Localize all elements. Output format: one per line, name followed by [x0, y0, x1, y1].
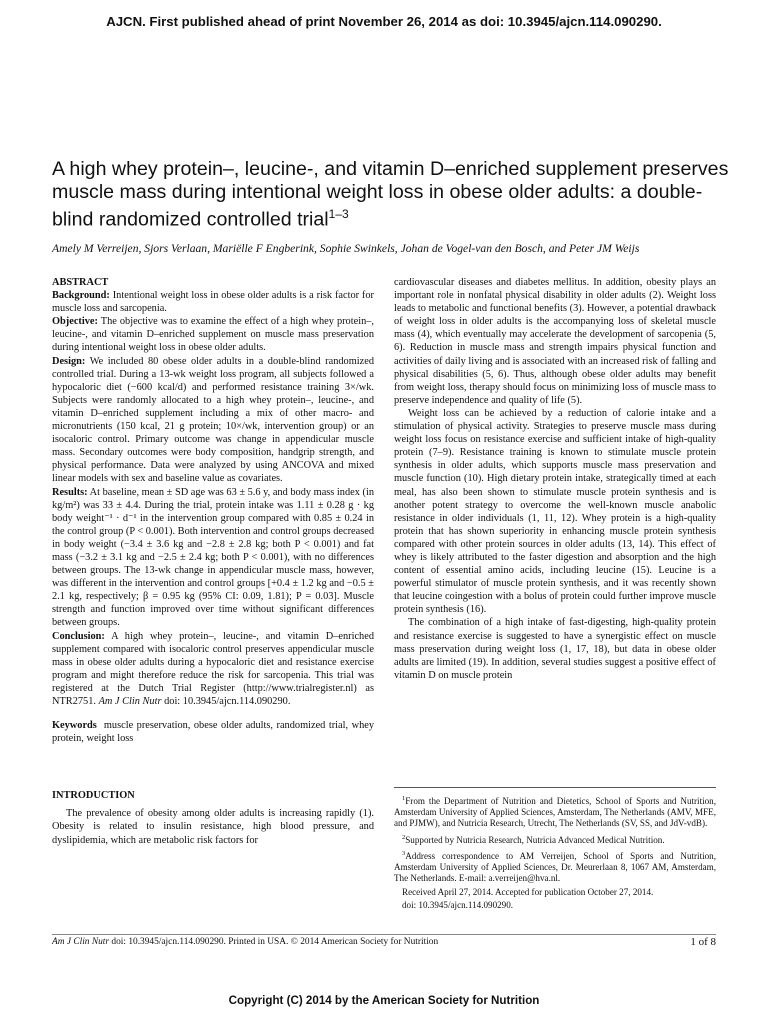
publication-banner: AJCN. First published ahead of print November 26, 2014 as doi: 10.3945/ajcn.114.090290. [106, 14, 662, 29]
received-dates: Received April 27, 2014. Accepted for publication October 27, 2014. [402, 886, 654, 897]
footnote-2-text: Supported by Nutricia Research, Nutricia Advanced Medical Nutrition. [405, 834, 665, 845]
citation-journal: Am J Clin Nutr [98, 696, 162, 707]
intro-paragraph-3: The combination of a high intake of fast-digesting, high-quality protein and resistance exercise is suggested to have a synergistic effect on muscle mass preservation during weight loss (1, 17, 18), but data in obese older adults are limited (19). In addition, several studies suggest a positive effect of vitamin D on muscle protein [394, 617, 716, 681]
keywords-text: muscle preservation, obese older adults, randomized trial, whey protein, weight loss [52, 720, 375, 745]
footer-divider [52, 934, 716, 935]
intro-paragraph-1-continued: cardiovascular diseases and diabetes mellitus. In addition, obesity plays an important role in nonfatal physical disability in older adults (2). Weight loss leads to metabolic and functional benefits (3). However, a potential drawback of weight loss in older adults is the accompanying loss of skeletal muscle mass (4), which eventually may accelerate the development of sarcopenia (5, 6). Reduction in muscle mass and strength impairs physical function and activities of daily living and is associated with an increased risk of falling and physical disabilities (5, 6). Thus, although obese older adults may benefit from weight loss, therapy should focus on minimizing loss of muscle mass to preserve independence and quality of life (5). [394, 277, 717, 406]
footnote-3-text: Address correspondence to AM Verreijen, School of Sports and Nutrition, Amsterdam University of Applied Sciences, Dr. Meurerlaan 8, 1067 AM, Amsterdam, The Netherlands. E-mail: a.verreijen@hva.nl. [394, 850, 716, 884]
title-footnote-marker: 1–3 [328, 207, 349, 221]
footnote-3: $^3$Address correspondence to AM Verreijen, School of Sports and Nutrition, Amsterdam University of Applied Sciences, Dr. Meurerlaan 8, 1067 AM, Amsterdam, The Netherlands. E-mail: a.verreijen@hva.nl. [394, 849, 716, 884]
background-text: Intentional weight loss in obese older adults is a risk factor for muscle loss and sarcopenia. [52, 290, 374, 315]
right-column [394, 276, 716, 682]
footnote-divider [394, 787, 716, 788]
footnote-doi: doi: 10.3945/ajcn.114.090290. [402, 899, 514, 910]
background-label: Background: [52, 290, 110, 302]
title-text: A high whey protein–, leucine-, and vitamin D–enriched supplement preserves muscle mass during intentional weight loss in obese older adults: a double-blind randomized controlled trial [52, 158, 729, 231]
abstract-conclusion [52, 630, 374, 709]
conclusion-text: A high whey protein–, leucine-, and vitamin D–enriched supplement compared with isocaloric control preserves appendicular muscle mass in obese older adults during a hypocaloric diet and resistance exercise program and might therefore reduce the risk for sarcopenia. This trial was registered at the Dutch Trial Register (http://www.trialregister.nl) as NTR2751. [52, 630, 374, 707]
footer-journal: Am J Clin Nutr [52, 937, 110, 947]
abstract-results [52, 486, 374, 630]
abstract-heading: ABSTRACT [52, 277, 109, 288]
intro-paragraph-2: Weight loss can be achieved by a reduction of calorie intake and a stimulation of physical activity. Strategies to preserve muscle mass during weight loss focus on resistance exercise and sufficient intake of high-quality protein (7–9). Resistance training is known to stimulate muscle protein synthesis in older adults, which supports muscle mass preservation and muscle function (10). High dietary protein intake, strategically timed at each meal, has also been shown to stimulate muscle protein synthesis and is another potent strategy to overcome the well-known muscle anabolic resistance in older individuals (1, 11, 12). Whey protein is a high-quality protein that has shown superiority in enhancing muscle protein synthesis compared with other protein sources in older adults (13, 14). This effect of whey is likely attributed to the faster digestion and absorption and the high content of essential amino acids, including leucine (15). Leucine is a powerful stimulator of muscle protein synthesis, and it was recently shown that leucine coingestion with a bolus of protein could further improve muscle protein synthesis (16). [394, 407, 716, 616]
results-label: Results: [52, 486, 88, 498]
page-footer [52, 937, 438, 947]
keywords-label: Keywords [52, 720, 97, 732]
footnotes [394, 793, 716, 913]
abstract-background [52, 289, 374, 315]
results-text: At baseline, mean ± SD age was 63 ± 5.6 y, and body mass index (in kg/m²) was 33 ± 4.4. During the trial, protein intake was 1.11 ± 0.28 g · kg body weight⁻¹ · d⁻¹ in the intervention group compared with 0.85 ± 0.24 in the control group (P < 0.001). Both intervention and control groups decreased in body weight (−3.4 ± 3.6 kg and −2.8 ± 2.8 kg; both P < 0.001) and fat mass (−3.2 ± 3.1 kg and −2.5 ± 2.4 kg; both P < 0.001), with no differences between groups. The 13-wk change in appendicular muscle mass, however, was different in the intervention and control groups [+0.4 ± 1.2 kg and −0.5 ± 2.1 kg, respectively; β = 0.95 kg (95% CI: 0.09, 1.81); P = 0.03]. Muscle strength and function improved over time without significant differences between groups. [52, 486, 374, 629]
design-label: Design: [52, 355, 86, 367]
objective-text: The objective was to examine the effect of a high whey protein–, leucine-, and vitamin D–enriched supplement on muscle mass preservation during intentional weight loss in obese older adults. [52, 316, 374, 354]
copyright-notice: Copyright (C) 2014 by the American Society for Nutrition [228, 994, 540, 1007]
author-list: Amely M Verreijen, Sjors Verlaan, Mariëlle F Engberink, Sophie Swinkels, Johan de Vogel-van den Bosch, and Peter JM Weijs [52, 242, 640, 255]
intro-paragraph-1: The prevalence of obesity among older adults is increasing rapidly (1). Obesity is related to insulin resistance, high blood pressure, and dyslipidemia, which are metabolic risk factors for [52, 808, 374, 846]
abstract-objective [52, 315, 374, 354]
page-number: 1 of 8 [690, 936, 716, 948]
objective-label: Objective: [52, 316, 98, 328]
design-text: We included 80 obese older adults in a double-blind randomized controlled trial. During a 13-wk weight loss program, all subjects followed a hypocaloric diet (−600 kcal/d) and performed resistance training 3×/wk. Subjects were randomly allocated to a high whey protein–, leucine-, and vitamin D–enriched supplement including a mix of other macro- and micronutrients (150 kcal, 21 g protein; 10×/wk, intervention group) or an isocaloric control. Primary outcome was change in appendicular muscle mass. Secondary outcomes were body composition, handgrip strength, and physical performance. Data were analyzed by using ANCOVA and mixed linear models with sex and baseline value as covariates. [52, 355, 375, 485]
introduction-heading: INTRODUCTION [52, 790, 135, 802]
left-column [52, 276, 374, 847]
footnote-1: $^1$From the Department of Nutrition and Dietetics, School of Sports and Nutrition, Amsterdam University of Applied Sciences, Amsterdam, The Netherlands (AMV, MFE, and PJMW), and Nutricia Research, Utrecht, The Netherlands (SV, SS, and JdV-vdB). [394, 795, 716, 829]
article-title [52, 158, 732, 231]
keywords [52, 719, 374, 745]
citation-doi: doi: 10.3945/ajcn.114.090290. [164, 696, 291, 707]
conclusion-label: Conclusion: [52, 630, 105, 642]
abstract-design [52, 355, 374, 486]
footnote-2: $^2$Supported by Nutricia Research, Nutricia Advanced Medical Nutrition. [402, 833, 665, 845]
footnote-1-text: From the Department of Nutrition and Dietetics, School of Sports and Nutrition, Amsterdam University of Applied Sciences, Amsterdam, The Netherlands (AMV, MFE, and PJMW), and Nutricia Research, Utrecht, The Netherlands (SV, SS, and JdV-vdB). [394, 796, 716, 829]
footer-text: doi: 10.3945/ajcn.114.090290. Printed in USA. © 2014 American Society for Nutrition [111, 937, 439, 947]
